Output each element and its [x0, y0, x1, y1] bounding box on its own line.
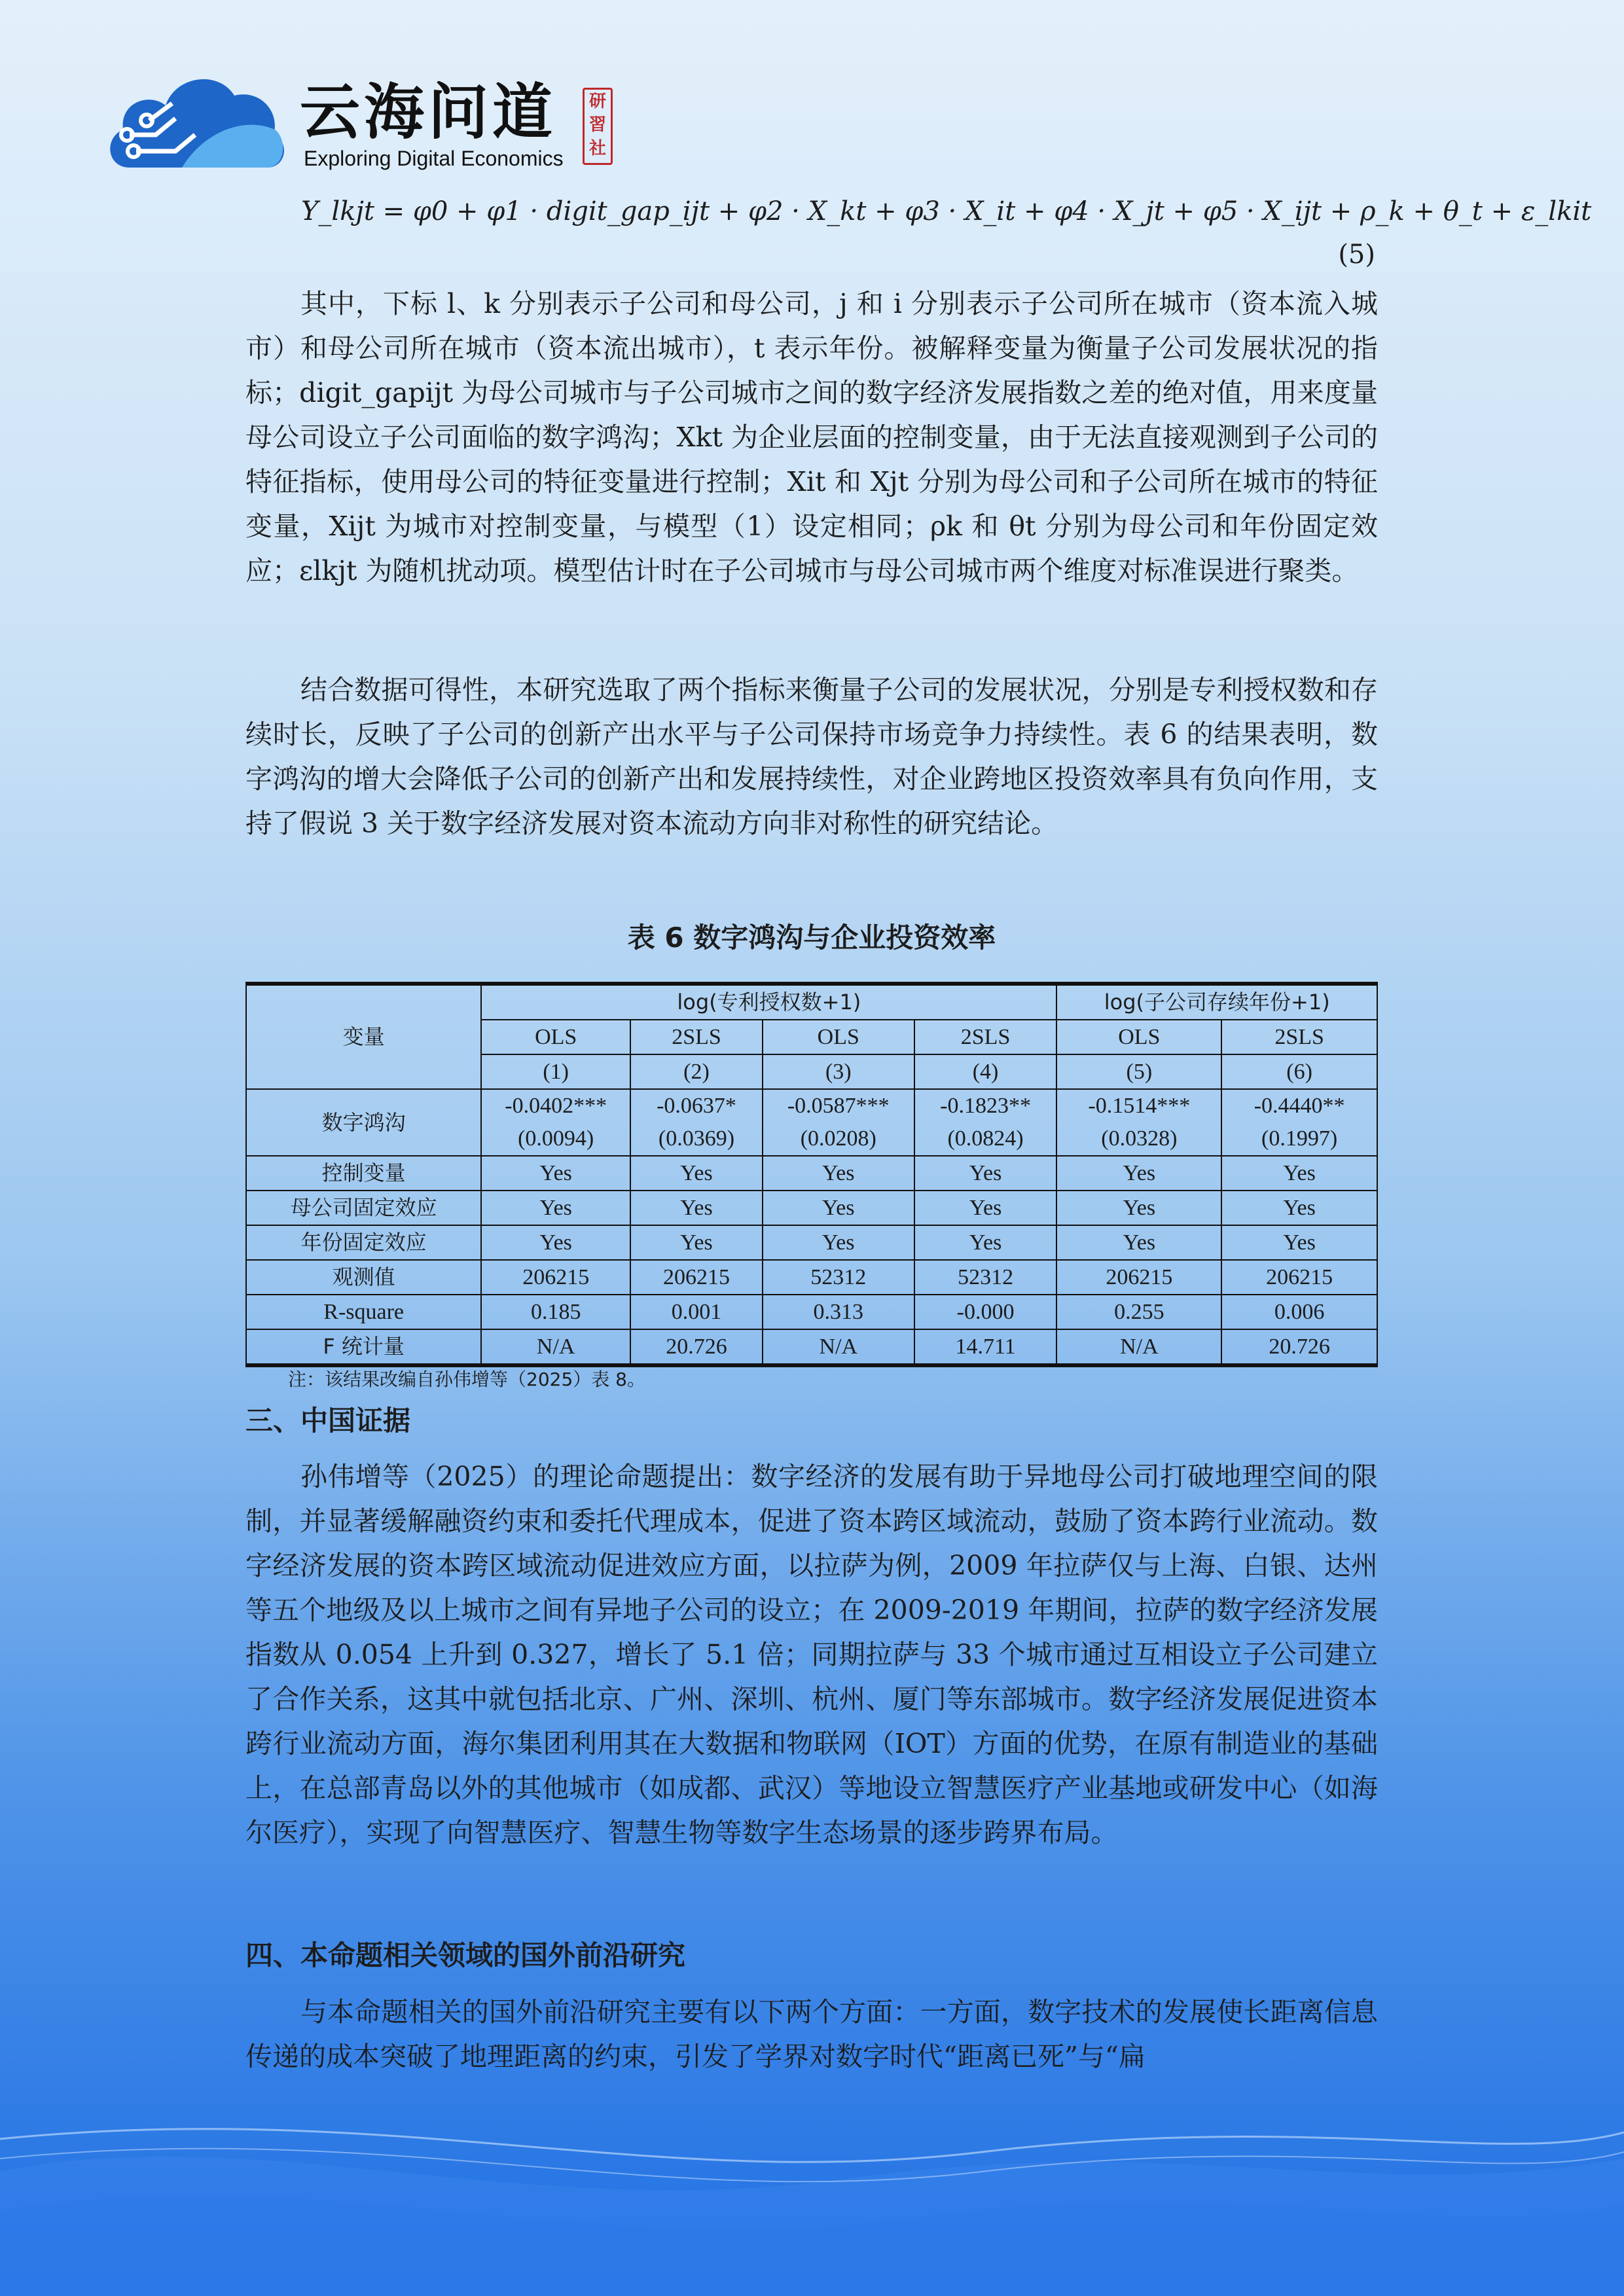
table-cell: Yes — [630, 1225, 763, 1260]
header-column-number: (3) — [763, 1054, 914, 1089]
header-method: OLS — [1056, 1020, 1221, 1054]
coefficient-cell: -0.0402*** (0.0094) — [481, 1089, 630, 1156]
header-column-number: (1) — [481, 1054, 630, 1089]
row-label: 观测值 — [246, 1260, 481, 1295]
section-heading-china-evidence: 三、中国证据 — [245, 1405, 411, 1437]
header-method: OLS — [763, 1020, 914, 1054]
table-row-digital-gap — [246, 1089, 1377, 1156]
coefficient-cell: -0.4440** (0.1997) — [1221, 1089, 1377, 1156]
table-cell: 0.255 — [1056, 1295, 1221, 1329]
header-variable: 变量 — [246, 984, 481, 1089]
table-cell: 206215 — [1221, 1260, 1377, 1295]
brand-logo — [103, 56, 627, 174]
table-row — [246, 1225, 1377, 1260]
table-cell: N/A — [481, 1329, 630, 1365]
header-method: OLS — [481, 1020, 630, 1054]
coefficient-cell: -0.0637* (0.0369) — [630, 1089, 763, 1156]
row-label: 母公司固定效应 — [246, 1191, 481, 1225]
header-group-survival: log(子公司存续年份+1) — [1056, 984, 1377, 1020]
table-cell: Yes — [763, 1191, 914, 1225]
table-row — [246, 1295, 1377, 1329]
table-row — [246, 1191, 1377, 1225]
coefficient-cell: -0.1823** (0.0824) — [914, 1089, 1057, 1156]
table-cell: Yes — [481, 1156, 630, 1191]
row-label: 年份固定效应 — [246, 1225, 481, 1260]
table-cell: 0.006 — [1221, 1295, 1377, 1329]
table-cell: 0.313 — [763, 1295, 914, 1329]
table-cell: Yes — [1221, 1225, 1377, 1260]
table-cell: N/A — [763, 1329, 914, 1365]
table-row — [246, 1329, 1377, 1365]
table-cell: 206215 — [630, 1260, 763, 1295]
header-column-number: (2) — [630, 1054, 763, 1089]
brand-name-en: Exploring Digital Economics — [304, 147, 564, 170]
paragraph-variable-definitions — [245, 281, 1378, 593]
table-note: 注：该结果改编自孙伟增等（2025）表 8。 — [288, 1369, 645, 1390]
coefficient-cell: -0.1514*** (0.0328) — [1056, 1089, 1221, 1156]
table-cell: 20.726 — [630, 1329, 763, 1365]
header-method: 2SLS — [914, 1020, 1057, 1054]
table-cell: Yes — [630, 1156, 763, 1191]
coefficient-cell: -0.0587*** (0.0208) — [763, 1089, 914, 1156]
table-cell: Yes — [763, 1156, 914, 1191]
table-cell: -0.000 — [914, 1295, 1057, 1329]
header-column-number: (5) — [1056, 1054, 1221, 1089]
table-cell: Yes — [1056, 1156, 1221, 1191]
table-cell: 206215 — [481, 1260, 630, 1295]
paragraph-china-evidence — [245, 1454, 1378, 1855]
table-row — [246, 1156, 1377, 1191]
table-cell: Yes — [1221, 1156, 1377, 1191]
table-cell: Yes — [630, 1191, 763, 1225]
header-column-number: (4) — [914, 1054, 1057, 1089]
row-label: R-square — [246, 1295, 481, 1329]
table-row — [246, 1260, 1377, 1295]
table-cell: 52312 — [763, 1260, 914, 1295]
header-column-number: (6) — [1221, 1054, 1377, 1089]
table-cell: 206215 — [1056, 1260, 1221, 1295]
paragraph-text: 与本命题相关的国外前沿研究主要有以下两个方面：一方面，数字技术的发展使长距离信息传递的成本突破了地理距离的约束，引发了学界对数字时代“距离已死”与“扁 — [245, 1996, 1378, 2072]
table-cell: Yes — [763, 1225, 914, 1260]
table-cell: 14.711 — [914, 1329, 1057, 1365]
paragraph-text: 结合数据可得性，本研究选取了两个指标来衡量子公司的发展状况，分别是专利授权数和存续时长，反映了子公司的创新产出水平与子公司保持市场竞争力持续性。表 6 的结果表明，数字鸿沟的增大会降低子公司的创新产出和发展持续性，对企业跨地区投资效率具有负向作用，支持了假说 3 关于数字经济发展对资本流动方向非对称性的研究结论。 — [245, 674, 1378, 839]
row-label: F 统计量 — [246, 1329, 481, 1365]
brand-seal: 研習社 — [583, 88, 613, 165]
table-cell: 20.726 — [1221, 1329, 1377, 1365]
table-cell: 0.185 — [481, 1295, 630, 1329]
paragraph-text: 其中，下标 l、k 分别表示子公司和母公司，j 和 i 分别表示子公司所在城市（资本流入城市）和母公司所在城市（资本流出城市），t 表示年份。被解释变量为衡量子公司发展状况的指标；digit_gapijt 为母公司城市与子公司城市之间的数字经济发展指数之差的绝对值，用来度量母公司设立子公司面临的数字鸿沟；Xkt 为企业层面的控制变量，由于无法直接观测到子公司的特征指标，使用母公司的特征变量进行控制；Xit 和 Xjt 分别为母公司和子公司所在城市的特征变量，Xijt 为城市对控制变量，与模型（1）设定相同；ρk 和 θt 分别为母公司和年份固定效应；εlkjt 为随机扰动项。模型估计时在子公司城市与母公司城市两个维度对标准误进行聚类。 — [245, 288, 1378, 586]
table-cell: Yes — [1221, 1191, 1377, 1225]
table-cell: Yes — [914, 1156, 1057, 1191]
table-cell: Yes — [914, 1191, 1057, 1225]
header-method: 2SLS — [630, 1020, 763, 1054]
section-heading-foreign-research: 四、本命题相关领域的国外前沿研究 — [245, 1939, 686, 1971]
cloud-circuit-icon — [103, 56, 293, 174]
equation-text: Y_lkjt = φ0 + φ1 · digit_gap_ijt + φ2 · X_kt + φ3 · X_it + φ4 · X_jt + φ5 · X_ijt + ρ_k + θ_t + ε_lkit — [301, 196, 1592, 226]
table-cell: Yes — [481, 1191, 630, 1225]
equation-number: (5) — [1338, 240, 1375, 270]
table-cell: N/A — [1056, 1329, 1221, 1365]
row-label: 数字鸿沟 — [246, 1089, 481, 1156]
brand-name-cn: 云海问道 — [300, 77, 557, 147]
header-method: 2SLS — [1221, 1020, 1377, 1054]
table-cell: Yes — [1056, 1191, 1221, 1225]
table-title: 表 6 数字鸿沟与企业投资效率 — [627, 922, 996, 954]
row-label: 控制变量 — [246, 1156, 481, 1191]
paragraph-foreign-research — [245, 1990, 1378, 2079]
paragraph-results-summary — [245, 668, 1378, 846]
results-table — [245, 982, 1378, 1367]
wave-decoration — [0, 2080, 1624, 2296]
equation — [301, 196, 1592, 226]
table-cell: 52312 — [914, 1260, 1057, 1295]
table-cell: Yes — [1056, 1225, 1221, 1260]
table-cell: Yes — [481, 1225, 630, 1260]
header-group-patents: log(专利授权数+1) — [481, 984, 1056, 1020]
table-cell: Yes — [914, 1225, 1057, 1260]
paragraph-text: 孙伟增等（2025）的理论命题提出：数字经济的发展有助于异地母公司打破地理空间的限制，并显著缓解融资约束和委托代理成本，促进了资本跨区域流动，鼓励了资本跨行业流动。数字经济发展的资本跨区域流动促进效应方面，以拉萨为例，2009 年拉萨仅与上海、白银、达州等五个地级及以上城市之间有异地子公司的设立；在 2009-2019 年期间，拉萨的数字经济发展指数从 0.054 上升到 0.327，增长了 5.1 倍；同期拉萨与 33 个城市通过互相设立子公司建立了合作关系，这其中就包括北京、广州、深圳、杭州、厦门等东部城市。数字经济发展促进资本跨行业流动方面，海尔集团利用其在大数据和物联网（IOT）方面的优势，在原有制造业的基础上，在总部青岛以外的其他城市（如成都、武汉）等地设立智慧医疗产业基地或研发中心（如海尔医疗），实现了向智慧医疗、智慧生物等数字生态场景的逐步跨界布局。 — [245, 1461, 1378, 1848]
table-cell: 0.001 — [630, 1295, 763, 1329]
